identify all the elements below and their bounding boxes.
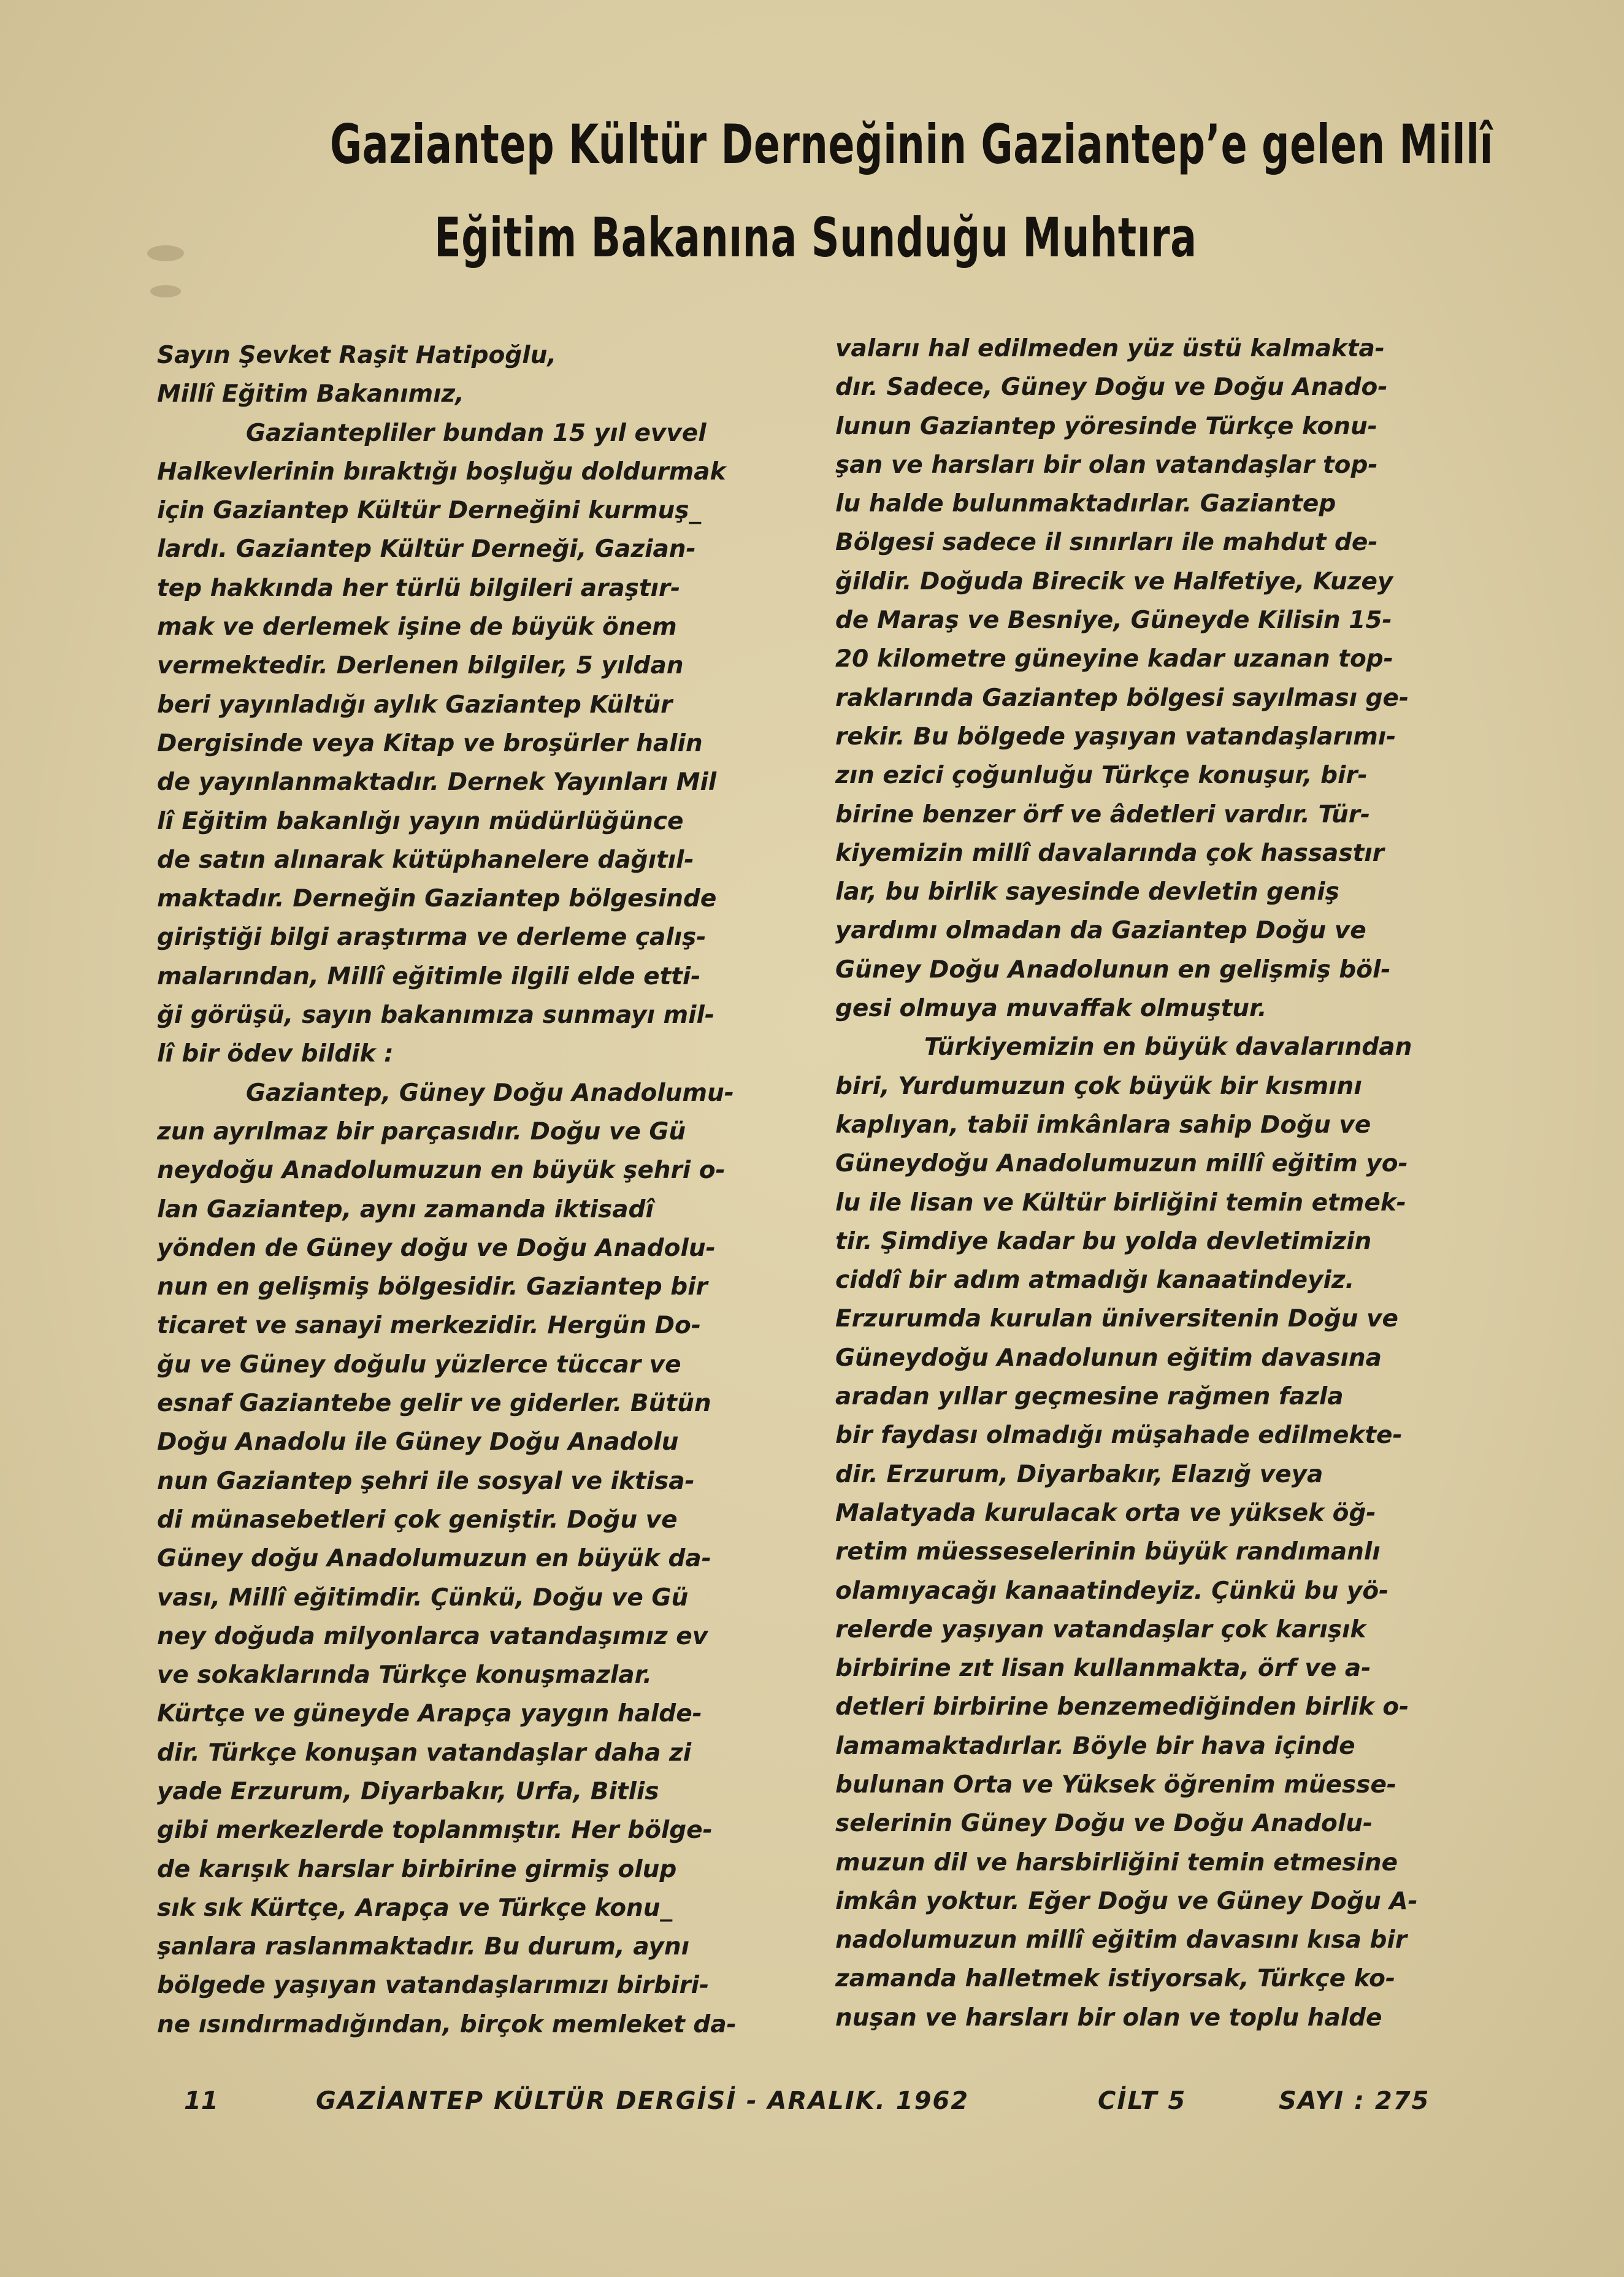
- text-line: şanlara raslanmaktadır. Bu durum, aynı: [157, 1933, 689, 1961]
- text-line: lî bir ödev bildik :: [157, 1040, 394, 1068]
- text-line: neydoğu Anadolumuzun en büyük şehri o-: [157, 1157, 726, 1185]
- right-text-column: [835, 329, 1471, 2037]
- text-line: sık sık Kürtçe, Arapça ve Türkçe konu_: [157, 1894, 673, 1922]
- text-line: Malatyada kurulacak orta ve yüksek öğ-: [835, 1499, 1376, 1527]
- text-line: de Maraş ve Besniye, Güneyde Kilisin 15-: [835, 607, 1392, 635]
- title-line: Eğitim Bakanına Sunduğu Muhtıra: [434, 206, 1197, 269]
- title-line: Gaziantep Kültür Derneğinin Gaziantep’e gelen Millî: [329, 113, 1494, 176]
- text-line: Türkiyemizin en büyük davalarından: [924, 1033, 1412, 1062]
- article-title: [329, 98, 1494, 285]
- journal-issue-date: GAZİANTEP KÜLTÜR DERGİSİ - ARALIK. 1962: [316, 2087, 970, 2115]
- text-line: muzun dil ve harsbirliğini temin etmesine: [835, 1848, 1398, 1877]
- text-line: beri yayınladığı aylık Gaziantep Kültür: [157, 691, 673, 719]
- text-line: lu ile lisan ve Kültür birliğini temin etmek-: [835, 1188, 1406, 1217]
- text-line: Kürtçe ve güneyde Arapça yaygın halde-: [157, 1700, 702, 1728]
- text-line: detleri birbirine benzemediğinden birlik o-: [835, 1693, 1409, 1721]
- text-line: bölgede yaşıyan vatandaşlarımızı birbiri-: [157, 1972, 710, 2000]
- text-line: vermektedir. Derlenen bilgiler, 5 yıldan: [157, 652, 684, 680]
- text-line: zın ezici çoğunluğu Türkçe konuşur, bir-: [835, 762, 1368, 790]
- text-line: aradan yıllar geçmesine rağmen fazla: [835, 1383, 1344, 1411]
- text-line: de satın alınarak kütüphanelere dağıtıl-: [157, 846, 694, 874]
- text-line: ve sokaklarında Türkçe konuşmazlar.: [157, 1661, 653, 1690]
- text-line: retim müesseselerinin büyük randımanlı: [835, 1538, 1381, 1566]
- text-line: Dergisinde veya Kitap ve broşürler halin: [157, 729, 703, 757]
- text-line: ticaret ve sanayi merkezidir. Hergün Do-: [157, 1312, 702, 1340]
- text-line: Sayın Şevket Raşit Hatipoğlu,: [157, 342, 557, 369]
- text-line: dir. Türkçe konuşan vatandaşlar daha zi: [157, 1739, 692, 1767]
- left-text-column: [157, 336, 792, 2044]
- text-line: de yayınlanmaktadır. Dernek Yayınları Mil: [157, 768, 717, 797]
- text-line: valarıı hal edilmeden yüz üstü kalmakta-: [835, 335, 1385, 362]
- ink-smudge: [150, 285, 181, 297]
- text-line: ği görüşü, sayın bakanımıza sunmayı mil-: [157, 1001, 715, 1030]
- text-line: 20 kilometre güneyine kadar uzanan top-: [835, 645, 1393, 673]
- text-line: Millî Eğitim Bakanımız,: [157, 380, 464, 408]
- text-line: gibi merkezlerde toplanmıştır. Her bölge-: [157, 1816, 713, 1845]
- text-line: birbirine zıt lisan kullanmakta, örf ve a-: [835, 1655, 1371, 1683]
- page-footer: [184, 2087, 1460, 2124]
- text-line: nun Gaziantep şehri ile sosyal ve iktisa-: [157, 1467, 695, 1495]
- text-line: şan ve harsları bir olan vatandaşlar top-: [835, 451, 1378, 479]
- text-line: ğildir. Doğuda Birecik ve Halfetiye, Kuzey: [835, 567, 1393, 595]
- text-line: raklarında Gaziantep bölgesi sayılması ge-: [835, 684, 1409, 712]
- text-line: de karışık harslar birbirine girmiş olup: [157, 1855, 677, 1883]
- text-line: Güney doğu Anadolumuzun en büyük da-: [157, 1545, 711, 1573]
- ink-smudge: [147, 245, 184, 261]
- text-line: biri, Yurdumuzun çok büyük bir kısmını: [835, 1072, 1362, 1100]
- text-line: giriştiği bilgi araştırma ve derleme çalış-: [157, 924, 707, 952]
- text-line: zamanda halletmek istiyorsak, Türkçe ko-: [835, 1965, 1396, 1993]
- page-number: 11: [184, 2087, 218, 2115]
- text-line: yardımı olmadan da Gaziantep Doğu ve: [835, 917, 1366, 945]
- text-line: gesi olmuya muvaffak olmuştur.: [835, 995, 1267, 1023]
- text-line: lu halde bulunmaktadırlar. Gaziantep: [835, 490, 1336, 518]
- text-line: tir. Şimdiye kadar bu yolda devletimizin: [835, 1227, 1372, 1255]
- text-line: yade Erzurum, Diyarbakır, Urfa, Bitlis: [157, 1777, 659, 1805]
- text-line: kiyemizin millî davalarında çok hassastır: [835, 839, 1384, 867]
- text-line: için Gaziantep Kültür Derneğini kurmuş_: [157, 497, 702, 525]
- issue-label: SAYI : 275: [1279, 2087, 1430, 2115]
- text-line: birine benzer örf ve âdetleri vardır. Tür-: [835, 800, 1371, 829]
- text-line: di münasebetleri çok geniştir. Doğu ve: [157, 1506, 678, 1534]
- text-line: dir. Erzurum, Diyarbakır, Elazığ veya: [835, 1460, 1323, 1488]
- volume-label: CİLT 5: [1098, 2087, 1187, 2115]
- text-line: ğu ve Güney doğulu yüzlerce tüccar ve: [157, 1350, 681, 1379]
- text-line: mak ve derlemek işine de büyük önem: [157, 613, 677, 641]
- text-line: esnaf Gaziantebe gelir ve giderler. Bütün: [157, 1390, 711, 1418]
- text-line: tep hakkında her türlü bilgileri araştır-: [157, 574, 681, 602]
- text-line: Erzurumda kurulan üniversitenin Doğu ve: [835, 1305, 1398, 1333]
- text-line: lî Eğitim bakanlığı yayın müdürlüğünce: [157, 807, 684, 835]
- text-line: lan Gaziantep, aynı zamanda iktisadî: [157, 1195, 654, 1223]
- text-line: vası, Millî eğitimdir. Çünkü, Doğu ve Gü: [157, 1583, 689, 1612]
- text-line: bulunan Orta ve Yüksek öğrenim müesse-: [835, 1770, 1397, 1799]
- text-line: Gaziantep, Güney Doğu Anadolumu-: [246, 1079, 734, 1107]
- text-line: ne ısındırmadığından, birçok memleket da-: [157, 2010, 737, 2038]
- text-line: Halkevlerinin bıraktığı boşluğu doldurmak: [157, 457, 726, 486]
- text-line: lar, bu birlik sayesinde devletin geniş: [835, 878, 1339, 906]
- text-line: olamıyacağı kanaatindeyiz. Çünkü bu yö-: [835, 1577, 1389, 1605]
- text-line: lamamaktadırlar. Böyle bir hava içinde: [835, 1732, 1355, 1760]
- text-line: ney doğuda milyonlarca vatandaşımız ev: [157, 1622, 708, 1650]
- text-line: lunun Gaziantep yöresinde Türkçe konu-: [835, 412, 1377, 440]
- text-line: rekir. Bu bölgede yaşıyan vatandaşlarımı-: [835, 722, 1396, 751]
- text-line: Doğu Anadolu ile Güney Doğu Anadolu: [157, 1428, 679, 1456]
- text-line: selerinin Güney Doğu ve Doğu Anadolu-: [835, 1810, 1373, 1838]
- text-line: imkân yoktur. Eğer Doğu ve Güney Doğu A-: [835, 1887, 1418, 1915]
- text-line: nuşan ve harsları bir olan ve toplu halde: [835, 2003, 1382, 2032]
- text-line: lardı. Gaziantep Kültür Derneği, Gazian-: [157, 535, 696, 564]
- text-line: Güneydoğu Anadolumuzun millî eğitim yo-: [835, 1150, 1408, 1178]
- text-line: dır. Sadece, Güney Doğu ve Doğu Anado-: [835, 373, 1388, 402]
- text-line: yönden de Güney doğu ve Doğu Anadolu-: [157, 1234, 716, 1262]
- text-line: malarından, Millî eğitimle ilgili elde etti-: [157, 962, 701, 990]
- text-line: Gaziantepliler bundan 15 yıl evvel: [246, 419, 707, 447]
- text-line: ciddî bir adım atmadığı kanaatindeyiz.: [835, 1266, 1355, 1295]
- text-line: zun ayrılmaz bir parçasıdır. Doğu ve Gü: [157, 1117, 686, 1146]
- text-line: maktadır. Derneğin Gaziantep bölgesinde: [157, 885, 717, 913]
- text-line: nun en gelişmiş bölgesidir. Gaziantep bir: [157, 1273, 708, 1301]
- text-line: Güneydoğu Anadolunun eğitim davasına: [835, 1344, 1382, 1372]
- text-line: kaplıyan, tabii imkânlara sahip Doğu ve: [835, 1111, 1371, 1139]
- text-line: Bölgesi sadece il sınırları ile mahdut de-: [835, 529, 1378, 557]
- text-line: relerde yaşıyan vatandaşlar çok karışık: [835, 1615, 1366, 1644]
- text-line: bir faydası olmadığı müşahade edilmekte-: [835, 1422, 1403, 1450]
- text-line: nadolumuzun millî eğitim davasını kısa bir: [835, 1926, 1407, 1954]
- text-line: Güney Doğu Anadolunun en gelişmiş böl-: [835, 955, 1391, 984]
